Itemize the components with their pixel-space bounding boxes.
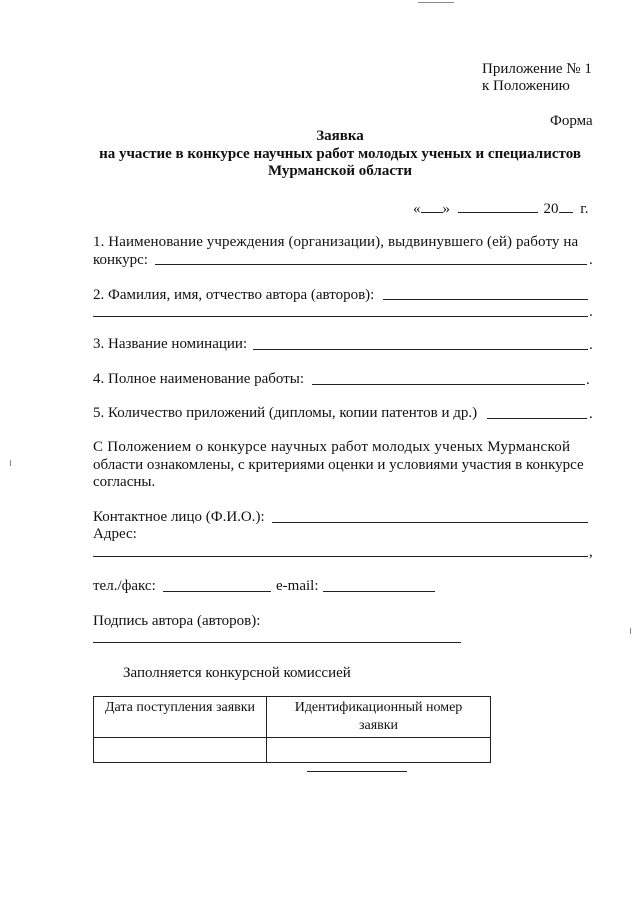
phone-fax-field[interactable]	[163, 591, 271, 592]
date-open-quote: «	[413, 201, 421, 217]
item-4-label: 4. Полное наименование работы:	[93, 371, 305, 387]
contact-person-label: Контактное лицо (Ф.И.О.):	[93, 509, 265, 525]
item-5-label: 5. Количество приложений (дипломы, копии патентов и др.)	[93, 405, 478, 421]
date-received-header: Дата поступления заявки	[104, 700, 256, 715]
form-label: Форма	[550, 113, 593, 129]
date-year-field[interactable]	[559, 198, 573, 213]
table-header-date	[94, 697, 267, 738]
item-5-field[interactable]	[487, 418, 587, 419]
date-close-quote: »	[442, 201, 450, 217]
item-3-label: 3. Название номинации:	[93, 336, 248, 352]
signature-field[interactable]	[93, 642, 461, 643]
item-1-period: .	[589, 252, 593, 268]
scan-mark-left	[10, 460, 11, 466]
consent-text-line-1: С Положением о конкурсе научных работ молодых ученых Мурманской	[93, 439, 571, 455]
id-number-header-cont: заявки	[358, 718, 399, 733]
scan-mark-top	[418, 2, 454, 3]
closing-rule	[307, 771, 407, 772]
item-5-period: .	[589, 406, 593, 422]
consent-text-line-3: согласны.	[93, 474, 156, 490]
commission-table	[93, 696, 491, 763]
phone-fax-label: тел./факс:	[93, 578, 156, 594]
date-year-suffix: г.	[580, 201, 589, 217]
item-2-label: 2. Фамилия, имя, отчество автора (авторов):	[93, 287, 375, 303]
date-month-field[interactable]	[458, 198, 538, 213]
item-2-field-cont[interactable]	[93, 316, 588, 317]
address-field[interactable]	[93, 556, 588, 557]
table-row	[94, 738, 491, 763]
date-line	[413, 198, 588, 218]
date-year-prefix: 20	[543, 201, 559, 217]
appendix-number: Приложение № 1	[482, 61, 592, 77]
id-number-cell[interactable]	[267, 738, 491, 763]
item-2-period: .	[589, 304, 593, 320]
document-subtitle: на участие в конкурсе научных работ молодых ученых и специалистов	[99, 146, 581, 162]
item-3-field[interactable]	[253, 349, 588, 350]
item-4-field[interactable]	[312, 384, 585, 385]
table-header-row	[94, 697, 491, 738]
signature-label: Подпись автора (авторов):	[93, 613, 261, 629]
item-1-label: 1. Наименование учреждения (организации), выдвинувшего (ей) работу на	[93, 234, 579, 250]
commission-note: Заполняется конкурсной комиссией	[123, 665, 351, 681]
email-field[interactable]	[323, 591, 435, 592]
item-4-period: .	[586, 372, 590, 388]
id-number-header: Идентификационный номер	[294, 700, 463, 715]
address-label: Адрес:	[93, 526, 137, 542]
appendix-reference: к Положению	[482, 78, 570, 94]
document-title: Заявка	[316, 128, 364, 144]
scan-mark-right	[630, 628, 631, 634]
date-received-cell[interactable]	[94, 738, 267, 763]
item-1-label-cont: конкурс:	[93, 252, 148, 268]
item-3-period: .	[589, 337, 593, 353]
email-label: e-mail:	[276, 578, 319, 594]
date-day-field[interactable]	[421, 198, 443, 213]
item-2-field[interactable]	[383, 299, 588, 300]
consent-text-line-2: области ознакомлены, с критериями оценки и условиями участия в конкурсе	[93, 457, 584, 473]
table-header-id	[267, 697, 491, 738]
contact-person-field[interactable]	[272, 522, 588, 523]
document-subtitle-region: Мурманской области	[267, 163, 413, 179]
item-1-field[interactable]	[155, 264, 587, 265]
address-comma: ,	[589, 544, 593, 560]
